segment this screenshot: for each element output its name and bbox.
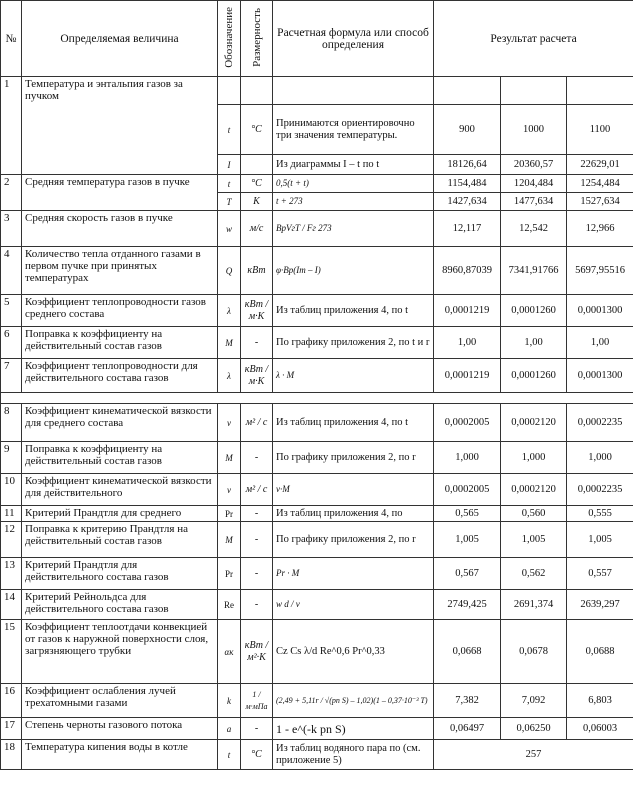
table-row: I Из диаграммы I – t по t 18126,64 20360,57 22629,01: [1, 155, 633, 175]
header-num: №: [1, 1, 22, 77]
section-divider: [1, 393, 633, 404]
table-row: 12 Поправка к критерию Прандтля на действительный состав газов M - По графику приложения 2, по r 1,005 1,005 1,005: [1, 522, 633, 558]
table-row: 4 Количество тепла отданного газами в первом пучке при принятых температурах Q кВт φ·Bp(Iт – I) 8960,87039 7341,91766 5697,95516: [1, 247, 633, 295]
table-row: 10 Коэффициент кинематической вязкости для действительного ν м² / с ν·M 0,0002005 0,0002120 0,0002235: [1, 474, 633, 506]
table-row: 14 Критерий Рейнольдса для действительного состава газов Re - w d / ν 2749,425 2691,374 2639,297: [1, 590, 633, 620]
header-quantity: Определяемая величина: [22, 1, 218, 77]
table-row: 2 Средняя температура газов в пучке t °C 0,5(t + t) 1154,484 1204,484 1254,484: [1, 175, 633, 193]
table-row: 18 Температура кипения воды в котле t °C Из таблиц водяного пара по (см. приложение 5) 257: [1, 740, 633, 770]
table-row: 6 Поправка к коэффициенту на действительный состав газов M - По графику приложения 2, по t и r 1,00 1,00 1,00: [1, 327, 633, 359]
table-row: 8 Коэффициент кинематической вязкости для среднего состава ν м² / с Из таблиц приложения 4, по t 0,0002005 0,0002120 0,0002235: [1, 404, 633, 442]
table-row: 15 Коэффициент теплоотдачи конвекцией от газов к наружной поверхности слоя, загрязняющего трубки αк кВт / м²·К Cz Cs λ/d Re^0,6 Pr^0,33 0,0668 0,0678 0,0688: [1, 620, 633, 684]
header-result: Результат расчета: [434, 1, 633, 77]
header-formula: Расчетная формула или способ определения: [273, 1, 434, 77]
table-row: 7 Коэффициент теплопроводности для действительного состава газов λ кВт / м·К λ · M 0,0001219 0,0001260 0,0001300: [1, 359, 633, 393]
table-row: t °C Принимаются ориентировочно три значения температуры. 900 1000 1100: [1, 105, 633, 155]
table-row: 1 Температура и энтальпия газов за пучком: [1, 77, 633, 105]
table-row: 17 Степень черноты газового потока a - 1 - e^(-k pn S) 0,06497 0,06250 0,06003: [1, 718, 633, 740]
table-row: 3 Средняя скорость газов в пучке w м/с BpVгT / Fг 273 12,117 12,542 12,966: [1, 211, 633, 247]
table-row: 9 Поправка к коэффициенту на действительный состав газов M - По графику приложения 2, по r 1,000 1,000 1,000: [1, 442, 633, 474]
header-designation: Обозначение: [223, 6, 235, 68]
table-row: 16 Коэффициент ослабления лучей трехатомными газами k 1 / м·мПа (2,49 + 5,11r / √(pn S) – 1,02)(1 – 0,37·10⁻³ T) 7,382 7,092 6,803: [1, 684, 633, 718]
table-row: T K t + 273 1427,634 1477,634 1527,634: [1, 193, 633, 211]
table-row: 13 Критерий Прандтля для действительного состава газов Pr - Pr · M 0,567 0,562 0,557: [1, 558, 633, 590]
table-row: 11 Критерий Прандтля для среднего Pr - Из таблиц приложения 4, по 0,565 0,560 0,555: [1, 506, 633, 522]
header-dimension: Размерность: [250, 7, 263, 67]
table-row: 5 Коэффициент теплопроводности газов среднего состава λ кВт / м·К Из таблиц приложения 4, по t 0,0001219 0,0001260 0,0001300: [1, 295, 633, 327]
